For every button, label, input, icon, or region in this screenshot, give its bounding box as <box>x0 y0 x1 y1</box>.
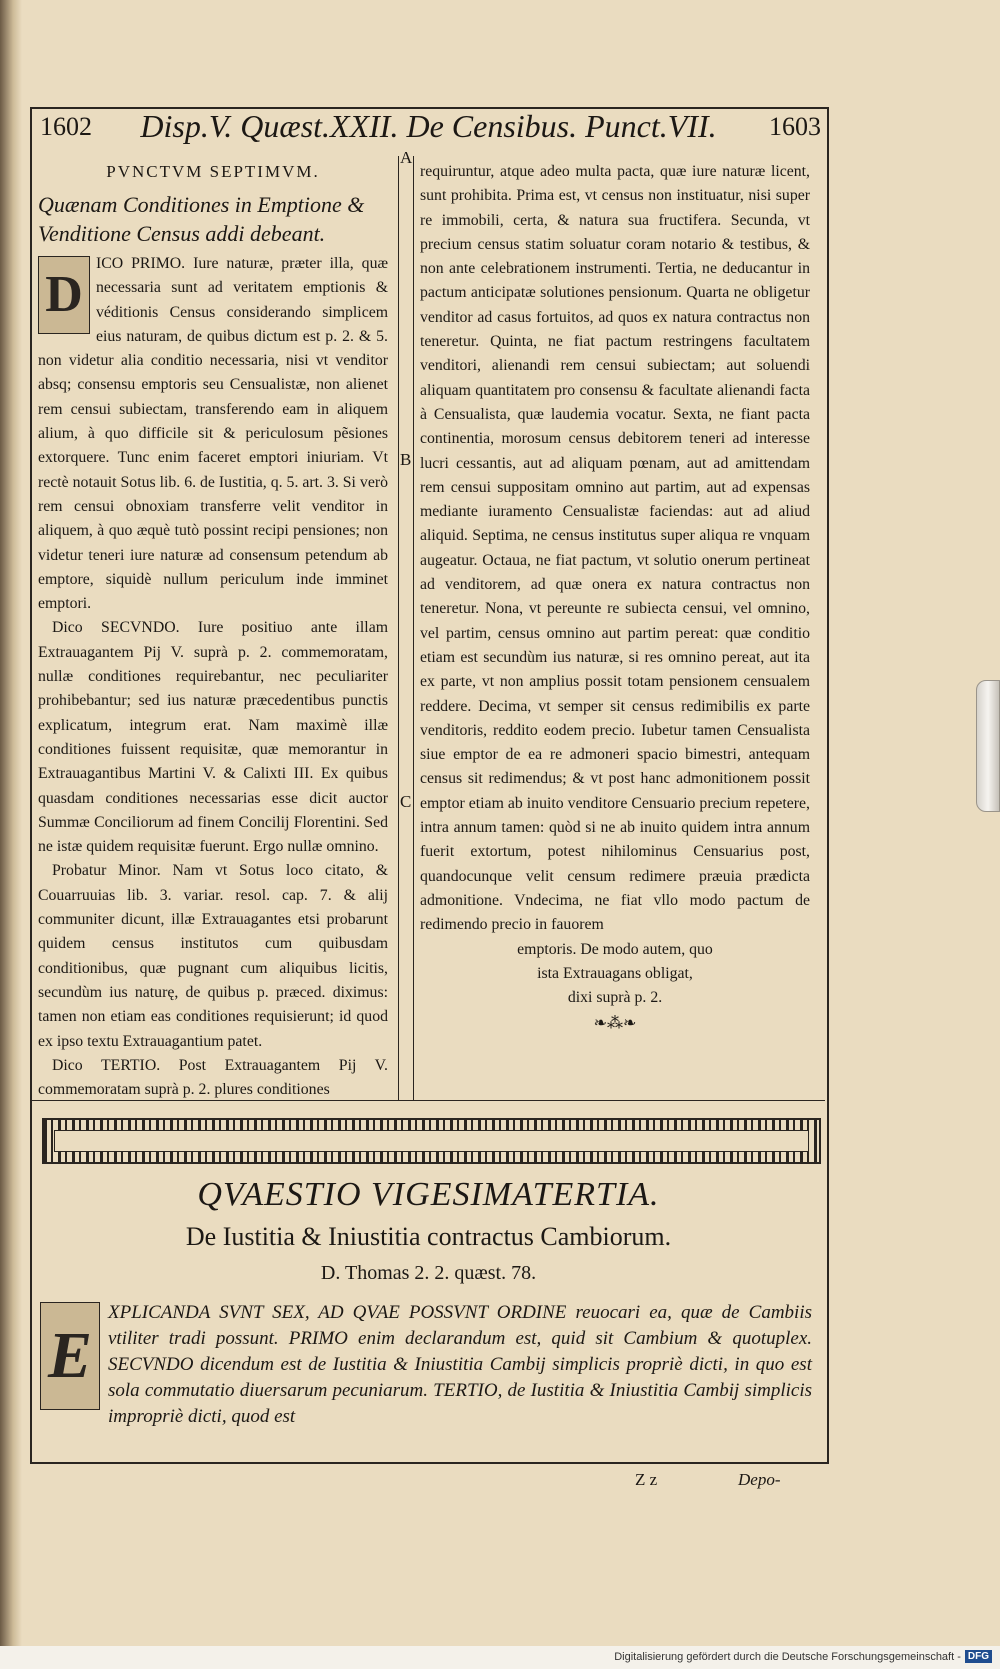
ornamental-band-icon <box>42 1118 821 1164</box>
digitization-credit <box>614 1650 992 1663</box>
paragraph-dico-primo: ICO PRIMO. Iure naturæ, præter illa, quæ necessaria sunt ad veritatem emptionis & véditionis Census considerando simplicem eius naturam, de quibus dictum est p. 2. & 5. non videtur alia conditio necessaria, nisi vt venditor absq; consensu emptoris seu Censualistæ, non alienet rem censui subiectam, transferendo eam in aliquem alium, à quo difficile sit & periculosum pẽsiones extorquere. Tunc enim faceret emptori iniuriam. Vt rectè notauit Sotus lib. 6. de Iustitia, q. 5. art. 3. Si verò rem censui obnoxiam transferre velit venditor in aliquem, à quo æquè tutò possint recipi pensiones; non videtur teneri iure naturæ ad consensum petendum ab emptore, siquidè nullum periculum inde imminet emptori. <box>38 255 388 613</box>
margin-marker-b: B <box>400 450 412 469</box>
column-right <box>420 160 810 1037</box>
drop-cap-e: E <box>40 1302 100 1410</box>
page-number-left: 1602 <box>40 112 92 141</box>
question-subtitle: De Iustitia & Iniustitia contractus Cambiorum. <box>185 1222 672 1251</box>
column-divider <box>398 156 414 1100</box>
catchword: Depo- <box>738 1470 781 1489</box>
column-left <box>38 160 388 1102</box>
section-title: PVNCTVM SEPTIMVM. <box>106 162 320 181</box>
dfg-logo-icon: DFG <box>965 1650 992 1663</box>
question-title: QVAESTIO VIGESIMATERTIA. <box>197 1176 660 1213</box>
credit-text: Digitalisierung gefördert durch die Deutsche Forschungsgemeinschaft - <box>614 1650 961 1663</box>
page-number-right: 1603 <box>769 112 821 141</box>
signature-mark: Z z <box>635 1470 658 1489</box>
paragraph-dico-tertio: Dico TERTIO. Post Extrauagantem Pij V. commemoratam suprà p. 2. plures conditiones <box>38 1056 388 1099</box>
page-header <box>30 108 827 148</box>
paragraph-tail-3: dixi suprà p. 2. <box>567 989 663 1007</box>
section-rule <box>32 1100 825 1101</box>
question-body-text: XPLICANDA SVNT SEX, AD QVAE POSSVNT ORDINE reuocari ea, quæ de Cambiis vtiliter tradi possunt. PRIMO enim declarandum est, quid sit Cambium & quotuplex. SECVNDO dicendum est de Iustitia & Iniustitia Cambij simplicis propriè dicti, in quo est sola commutatio diuersarum pecuniarum. TERTIO, de Iustitia & Iniustitia Cambij simplicis impropriè dicti, quod est <box>108 1302 812 1427</box>
margin-marker-c: C <box>400 792 412 811</box>
section-subtitle: Quænam Conditiones in Emptione & Venditione Census addi debeant. <box>38 192 365 246</box>
drop-cap-d: D <box>38 256 90 334</box>
paragraph-conditions: requiruntur, atque adeo multa pacta, quæ iure naturæ licent, sunt prohibita. Prima est, vt census non instituatur, nisi super re immobili, certa, & natura sua fructifera. Secunda, vt precium census statim soluatur coram notario & testibus, & non ante celebrationem instrumenti. Tertia, ne deducantur in pactum anticipatæ solutiones pensionum. Quarta ne obligetur venditor ad casus fortuitos, ad quos ex natura contractus non teneretur. Quinta, ne fiat pactum restringens facultatem venditori, alienandi rem censui subiectam; aut soluendi aliquam quantitatem pro consensu & facultate alienandi facta à Censualista, quæ laudemia vocatur. Sexta, ne fiant pacta continentia, morosum census debitorem teneri ad interesse lucri cessantis, aut ad aliquam pœnam, aut ad amittendam rem censui suppositam omnino aut partim, aut ad expensas mediante iuramento Censualistæ faciendas: aut ad aliud aliquid. Septima, ne census institutus super aliqua re vnquam augeatur. Octaua, ne fiat pactum, vt solutio onerum pertineat ad venditorem, ad quæ onera ex natura contractus non teneretur. Nona, vt pereunte re subiecta censui, vel omnino, vel partim, census omnino aut partim pereat: quæ conditio etiam est secundùm ius naturæ, si res omnino pereat, aut ita ex parte, vt non amplius possit totam pensionem censualem reddere. Decima, vt semper sit census redimibilis ex parte venditoris, reddito eodem precio. Iubetur tamen Censualista siue emptor de ea re admoneri spacio bimestri, antequam census sit redimendus; & vt post hanc admonitionem possit emptor etiam ab inuito venditore Censuario precium repetere, intra annum tamen: quòd si ne ab inuito quidem intra annum fuerit extortum, potest nihilominus Censuarius post, quandocunque velit censum redimere præuia prædicta admonitione. Vndecima, ne fiat vllo modo pactum de redimendo precio in fauorem <box>420 163 810 934</box>
question-reference: D. Thomas 2. 2. quæst. 78. <box>320 1262 537 1284</box>
margin-marker-a: A <box>400 148 413 167</box>
page-gutter <box>0 0 22 1669</box>
running-title: Disp.V. Quæst.XXII. De Censibus. Punct.VII. <box>140 108 717 144</box>
paragraph-tail-2: ista Extrauagans obligat, <box>537 964 693 982</box>
page-clip-icon <box>976 680 1000 812</box>
fleuron-icon: ❧⁂❧ <box>593 1015 637 1033</box>
paragraph-probatur-minor: Probatur Minor. Nam vt Sotus loco citato, & Couarruuias lib. 3. variar. resol. cap. 7. & alij communiter dicunt, illæ Extrauagantes etsi probarunt quidem census institutos cum quibusdam conditionibus, quæ pugnant cum aliquibus licitis, secundùm ius naturę, de quibus p. præced. diximus: tamen non etiam eas conditiones requisierunt; id quod ex ipso textu Extrauagantium patet. <box>38 862 388 1050</box>
paragraph-dico-secundo: Dico SECVNDO. Iure positiuo ante illam Extrauagantem Pij V. suprà p. 2. commemoratam, nullæ conditiones requirebantur, nec peculiariter prohibebantur; sed ius naturæ præcedentibus punctis explicatum, integrum erat. Nam maximè illæ conditiones fuissent requisitæ, quæ memorantur in Extrauagantibus Martini V. & Calixti III. Ex quibus quasdam conditiones necessarias esse dicit auctor Summæ Conciliorum ad finem Concilij Florentini. Sed ne istæ quidem requisitæ fuerunt. Ergo nullæ omnino. <box>38 619 388 856</box>
paragraph-tail-1: emptoris. De modo autem, quo <box>517 940 713 958</box>
question-body <box>40 1300 812 1430</box>
